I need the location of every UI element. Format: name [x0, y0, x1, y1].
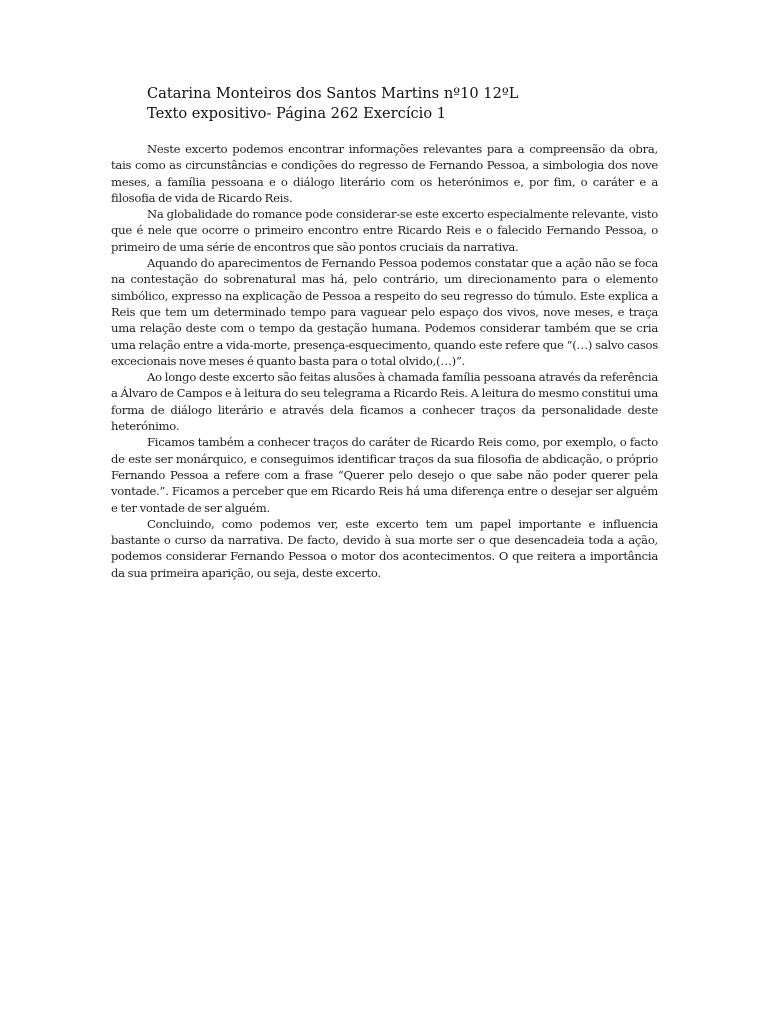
- paragraph: Neste excerto podemos encontrar informações relevantes para a compreensão da obra, tais como as circunstâncias e condições do regresso de Fernando Pessoa, a simbologia dos nove meses, a família pessoana e o diálogo literário com os heterónimos e, por fim, o caráter e a filosofia de vida de Ricardo Reis.: [111, 142, 658, 205]
- paragraph: Aquando do aparecimentos de Fernando Pessoa podemos constatar que a ação não se foca na contestação do sobrenatural mas há, pelo contrário, um direcionamento para o elemento simbólico, expresso na explicação de Pessoa a respeito do seu regresso do túmulo. Este explica a Reis que tem um determinado tempo para vaguear pelo espaço dos vivos, nove meses, e traça uma relação deste com o tempo da gestação humana. Podemos considerar também que se cria uma relação entre a vida-morte, presença-esquecimento, quando este refere que “(…) salvo casos excecionais nove meses é quanto basta para o total olvido,(…)”.: [111, 256, 658, 368]
- assignment-line: Texto expositivo- Página 262 Exercício 1: [147, 105, 447, 122]
- author-line: Catarina Monteiros dos Santos Martins nº10 12ºL: [147, 85, 519, 102]
- document-body: [111, 141, 658, 581]
- document-page: [111, 84, 658, 581]
- document-header: [111, 84, 658, 124]
- paragraph: Ficamos também a conhecer traços do caráter de Ricardo Reis como, por exemplo, o facto de este ser monárquico, e conseguimos identificar traços da sua filosofia de abdicação, o próprio Fernando Pessoa a refere com a frase “Querer pelo desejo o que sabe não poder querer pela vontade.”. Ficamos a perceber que em Ricardo Reis há uma diferença entre o desejar ser alguém e ter vontade de ser alguém.: [111, 435, 658, 515]
- paragraph: Ao longo deste excerto são feitas alusões à chamada família pessoana através da referência a Álvaro de Campos e à leitura do seu telegrama a Ricardo Reis. A leitura do mesmo constitui uma forma de diálogo literário e através dela ficamos a conhecer traços da personalidade deste heterónimo.: [111, 370, 658, 434]
- paragraph: Na globalidade do romance pode considerar-se este excerto especialmente relevante, visto que é nele que ocorre o primeiro encontro entre Ricardo Reis e o falecido Fernando Pessoa, o primeiro de uma série de encontros que são pontos cruciais da narrativa.: [111, 207, 658, 254]
- paragraph: Concluindo, como podemos ver, este excerto tem um papel importante e influencia bastante o curso da narrativa. De facto, devido à sua morte ser o que desencadeia toda a ação, podemos considerar Fernando Pessoa o motor dos acontecimentos. O que reitera a importância da sua primeira aparição, ou seja, deste excerto.: [111, 516, 658, 580]
